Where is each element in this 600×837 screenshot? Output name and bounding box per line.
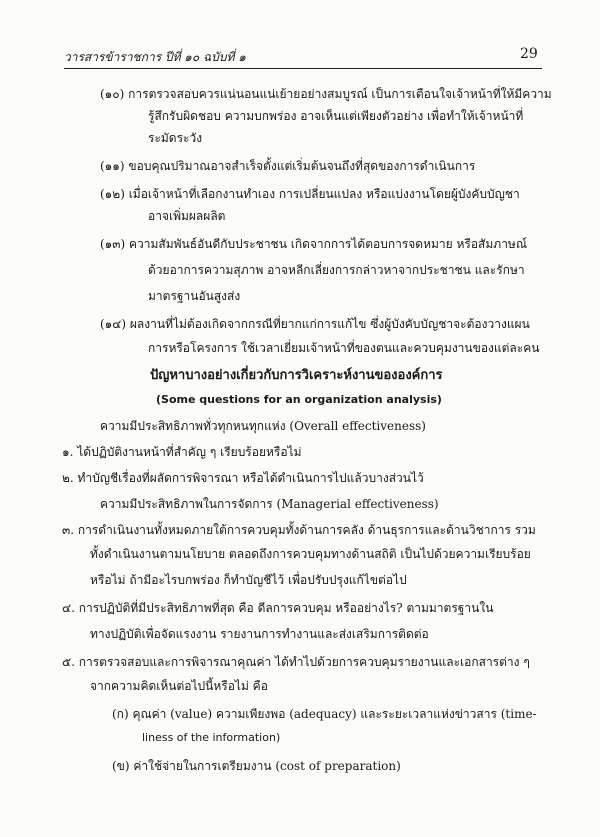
list-item-continuation: จากความคิดเห็นต่อไปนี้หรือไม่ คือ [90, 679, 268, 693]
text-line: ด้วยอาการความสุภาพ อาจหลีกเลี่ยงการกล่าวหาจากประชาชน และรักษา [148, 263, 525, 277]
subheading: ความมีประสิทธิภาพทั่วทุกหนทุกแห่ง (Overall effectiveness) [100, 419, 426, 433]
text-line: ระมัดระวัง [148, 131, 203, 145]
section-subtitle: (Some questions for an organization analysis) [156, 393, 442, 406]
page-number: 29 [520, 46, 538, 62]
text-line: อาจเพิ่มผลผลิต [148, 209, 226, 223]
list-item-continuation: ทั้งดำเนินงานตามนโยบาย ตลอดถึงการควบคุมทางด้านสถิติ เป็นไปด้วยความเรียบร้อย [90, 547, 531, 561]
text-line: (๑๒) เมื่อเจ้าหน้าที่เลือกงานทำเอง การเปลี่ยนแปลง หรือแบ่งงานโดยผู้บังคับบัญชา [100, 187, 520, 201]
sub-item: (ก) คุณค่า (value) ความเพียงพอ (adequacy) และระยะเวลาแห่งข่าวสาร (time- [112, 707, 537, 721]
journal-header: วารสารข้าราชการ ปีที่ ๑๐ ฉบับที่ ๑ [64, 50, 246, 64]
sub-item-continuation: liness of the information) [142, 731, 281, 744]
list-item: ๓. การดำเนินงานทั้งหมดภายใต้การควบคุมทั้งด้านการคลัง ด้านธุรการและด้านวิชาการ รวม [62, 523, 536, 537]
list-item-continuation: ทางปฏิบัติเพื่อจัดแรงงาน รายงานการทำงานและส่งเสริมการติดต่อ [90, 627, 429, 641]
list-item: ๑. ได้ปฏิบัติงานหน้าที่สำคัญ ๆ เรียบร้อยหรือไม่ [62, 445, 302, 459]
list-item: ๔. การปฏิบัติที่มีประสิทธิภาพที่สุด คือ ดีลการควบคุม หรืออย่างไร? ตามมาตรฐานใน [62, 601, 494, 615]
text-line: (๑๐) การตรวจสอบควรแน่นอนแน่เย้ายอย่างสมบูรณ์ เป็นการเตือนใจเจ้าหน้าที่ให้มีความ [100, 87, 552, 101]
text-line: (๑๑) ขอบคุณปริมาณอาจสำเร็จตั้งแต่เริ่มต้นจนถึงที่สุดของการดำเนินการ [100, 159, 476, 173]
list-item: ๕. การตรวจสอบและการพิจารณาคุณค่า ได้ทำไปด้วยการควบคุมรายงานและเอกสารต่าง ๆ [62, 655, 530, 669]
sub-item: (ข) ค่าใช้จ่ายในการเตรียมงาน (cost of preparation) [112, 759, 401, 773]
text-line: (๑๓) ความสัมพันธ์อันดีกับประชาชน เกิดจากการได้ตอบการจดหมาย หรือสัมภาษณ์ [100, 237, 527, 251]
subheading: ความมีประสิทธิภาพในการจัดการ (Managerial effectiveness) [100, 497, 439, 511]
text-line: การหรือโครงการ ใช้เวลาเยี่ยมเจ้าหน้าที่ของตนและควบคุมงานของแต่ละคน [148, 341, 540, 355]
text-line: (๑๔) ผลงานที่ไม่ต้องเกิดจากกรณีที่ยากแก่การแก้ไข ซึ่งผู้บังคับบัญชาจะต้องวางแผน [100, 317, 530, 331]
text-line: มาตรฐานอันสูงส่ง [148, 289, 241, 303]
text-line: รู้สึกรับผิดชอบ ความบกพร่อง อาจเห็นแต่เพียงตัวอย่าง เพื่อทำให้เจ้าหน้าที่ [148, 109, 524, 123]
header-rule [64, 68, 542, 69]
list-item: ๒. ทำบัญชีเรื่องที่ผลัดการพิจารณา หรือได้ดำเนินการไปแล้วบางส่วนไว้ [62, 471, 424, 485]
section-title: ปัญหาบางอย่างเกี่ยวกับการวิเคราะห์งานขององค์การ [150, 368, 443, 383]
list-item-continuation: หรือไม่ ถ้ามีอะไรบกพร่อง ก็ทำบัญชีไว้ เพื่อปรับปรุงแก้ไขต่อไป [90, 573, 407, 587]
